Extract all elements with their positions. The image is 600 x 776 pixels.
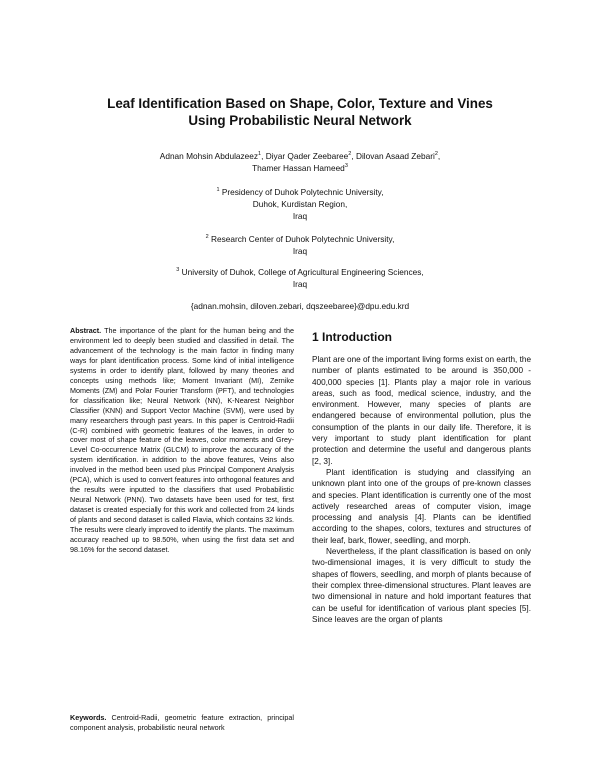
author-affil-mark: 1 <box>258 151 262 158</box>
keywords <box>70 713 294 733</box>
affiliation-text: Research Center of Duhok Polytechnic University, <box>208 234 395 244</box>
author-name: , Dilovan Asaad Zebari <box>351 151 435 161</box>
author-name: Adnan Mohsin Abdulazeez <box>159 151 259 161</box>
author-line-2 <box>110 162 490 174</box>
author-affil-mark: 2 <box>348 151 352 158</box>
keywords-text: Centroid-Radii, geometric feature extraction, principal component analysis, probabilistic neural network <box>70 713 294 732</box>
paragraph: Plant identification is studying and classifying an unknown plant into one of the groups of pre-known classes and species. Plant identification is currently one of the most actively researched areas of computer vision, image processing and analysis [4]. Plants can be identified according to the shapes, colors, textures and structures of their leaf, bark, flower, seedling, and morph. <box>312 467 531 545</box>
affiliation-2 <box>110 233 490 257</box>
paragraph: Nevertheless, if the plant classification is based on only two-dimensional images, it is very difficult to study the shapes of flowers, seedling, and morph of plants because of their complex three-dimensional structures. Plant leaves are two dimensional in nature and hold important features that can be useful for identification of various plant species [5]. Since leaves are the organ of plants <box>312 547 531 624</box>
affiliation-line: Iraq <box>292 211 308 221</box>
section-heading: 1 Introduction <box>312 330 392 344</box>
affiliation-1 <box>110 186 490 222</box>
paragraph: Plant are one of the important living forms exist on earth, the number of plants estimated to be around is 350,000 - 400,000 species [1]. Plants play a major role in various areas, such as food, medical science, industry, and the environment. However, many species of plants are endangered because of environmental pollution, plus the consumption of the plants in our daily life. Therefore, it is very important to study plant identification for plant protection and determine the useful and dangerous plants [2, 3]. <box>312 355 531 466</box>
affiliation-line <box>110 233 490 245</box>
author-emails: {adnan.mohsin, diloven.zebari, dqszeebaree}@dpu.edu.krd <box>190 301 410 311</box>
author-separator: , <box>437 151 441 161</box>
affiliation-mark: 3 <box>176 267 180 274</box>
paper-title <box>60 95 540 129</box>
keywords-label: Keywords. <box>70 713 107 722</box>
title-line-1: Leaf Identification Based on Shape, Color, Texture and Vines <box>107 96 493 111</box>
author-name: , Diyar Qader Zeebaree <box>261 151 349 161</box>
abstract-text: The importance of the plant for the human being and the environment led to deeply been studied and classified in detail. The advancement of the technology is the main factor in finding many ways for plant identification process. Some kind of initial intelligence systems in order to identify plant, followed by many theories and concepts using methods like; Moment Invariant (MI), Zernike Moments (ZM) and Polar Fourier Transform (PFT), and technologies for classification like; Neural Network (NN), K-Nearest Neighbor Classifier (KNN) and Support Vector Machine (SVM), were used by many researchers through past years. In this paper is Centroid-Radii (C-R) combined with geometric features of the leaves, in order to cover most of shape feature of the leaves, color moments and Grey-Level Co-occurrence Matrix (GLCM) to improve the accuracy of the system identification. in addition to the above features, Veins also involved in the method been used plus Principal Component Analysis (PCA), which is used to convert features into orthogonal features and the results were inputted to the classifiers that used Probabilistic Neural Network (PNN). Two datasets have been used for test, first dataset is created especially for this work and collected from 24 kinds of plants and second dataset is called Flavia, which contains 32 kinds. The results were clearly improved to identify the plants. The maximum accuracy reached up to 98.50%, when using the first data set and 98.16% for the second dataset. <box>70 326 294 554</box>
affiliation-text: University of Duhok, College of Agricultural Engineering Sciences, <box>179 267 424 277</box>
abstract <box>70 326 294 555</box>
affiliation-line: Duhok, Kurdistan Region, <box>252 199 348 209</box>
title-line-2: Using Probabilistic Neural Network <box>188 113 412 128</box>
author-affil-mark: 3 <box>344 163 348 170</box>
affiliation-line: Iraq <box>292 279 308 289</box>
affiliation-text: Presidency of Duhok Polytechnic University, <box>219 187 384 197</box>
affiliation-3 <box>110 266 490 290</box>
affiliation-mark: 1 <box>216 187 220 194</box>
author-line-1 <box>110 150 490 162</box>
abstract-label: Abstract. <box>70 326 102 335</box>
affiliation-line <box>110 186 490 198</box>
affiliation-mark: 2 <box>205 234 209 241</box>
author-affil-mark: 2 <box>434 151 438 158</box>
author-list <box>110 150 490 174</box>
affiliation-line <box>110 266 490 278</box>
affiliation-line: Iraq <box>292 246 308 256</box>
section-body <box>312 354 531 625</box>
author-name: Thamer Hassan Hameed <box>252 163 345 173</box>
